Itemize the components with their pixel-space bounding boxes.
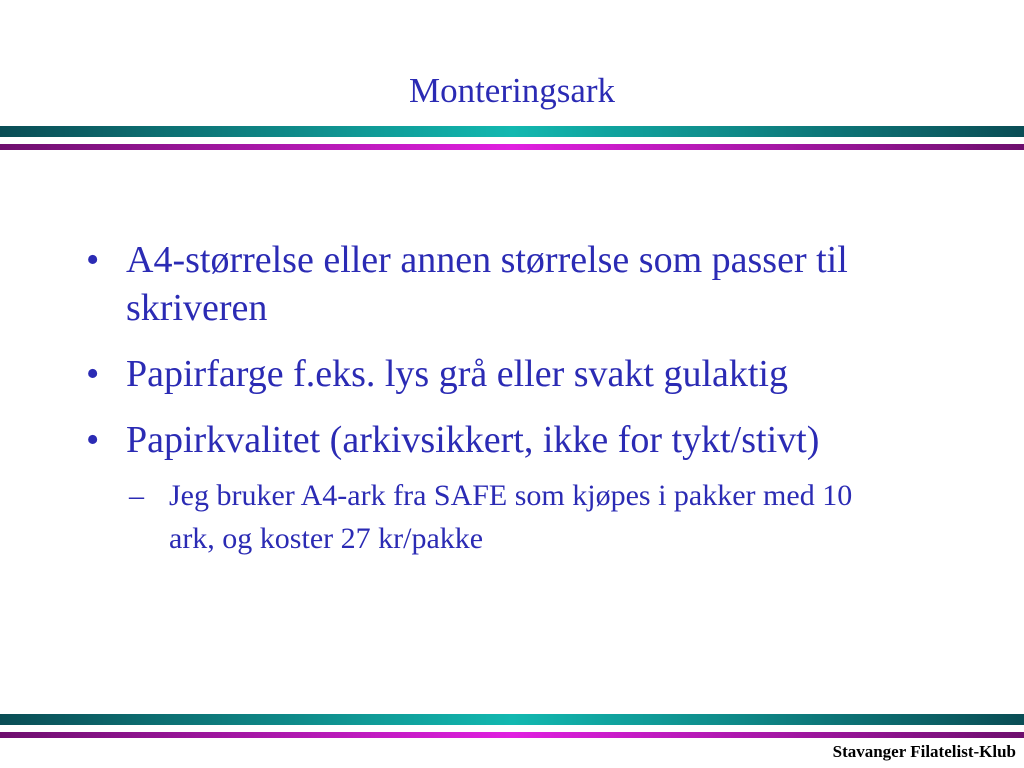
bullet-text: Papirkvalitet (arkivsikkert, ikke for tykt/stivt) (126, 419, 820, 461)
slide-body (86, 236, 986, 560)
sub-bullet-item (129, 474, 889, 560)
sub-bullet-marker: – (129, 479, 144, 512)
footer-organization: Stavanger Filatelist-Klub (832, 742, 1016, 761)
bullet-item (86, 236, 986, 332)
bullet-text: A4-størrelse eller annen størrelse som passer til skriveren (126, 239, 848, 329)
slide-title: Monteringsark (408, 71, 616, 110)
top-rule-teal (0, 126, 1024, 137)
bottom-rule-magenta (0, 732, 1024, 738)
bullet-marker: • (86, 419, 100, 461)
bullet-item (86, 350, 986, 398)
bottom-rule-teal (0, 714, 1024, 725)
bullet-text: Papirfarge f.eks. lys grå eller svakt gulaktig (126, 353, 788, 395)
bullet-marker: • (86, 239, 100, 281)
bullet-item (86, 416, 986, 464)
bullet-marker: • (86, 353, 100, 395)
sub-bullet-text: Jeg bruker A4-ark fra SAFE som kjøpes i pakker med 10 ark, og koster 27 kr/pakke (169, 479, 853, 555)
top-rule-magenta (0, 144, 1024, 150)
